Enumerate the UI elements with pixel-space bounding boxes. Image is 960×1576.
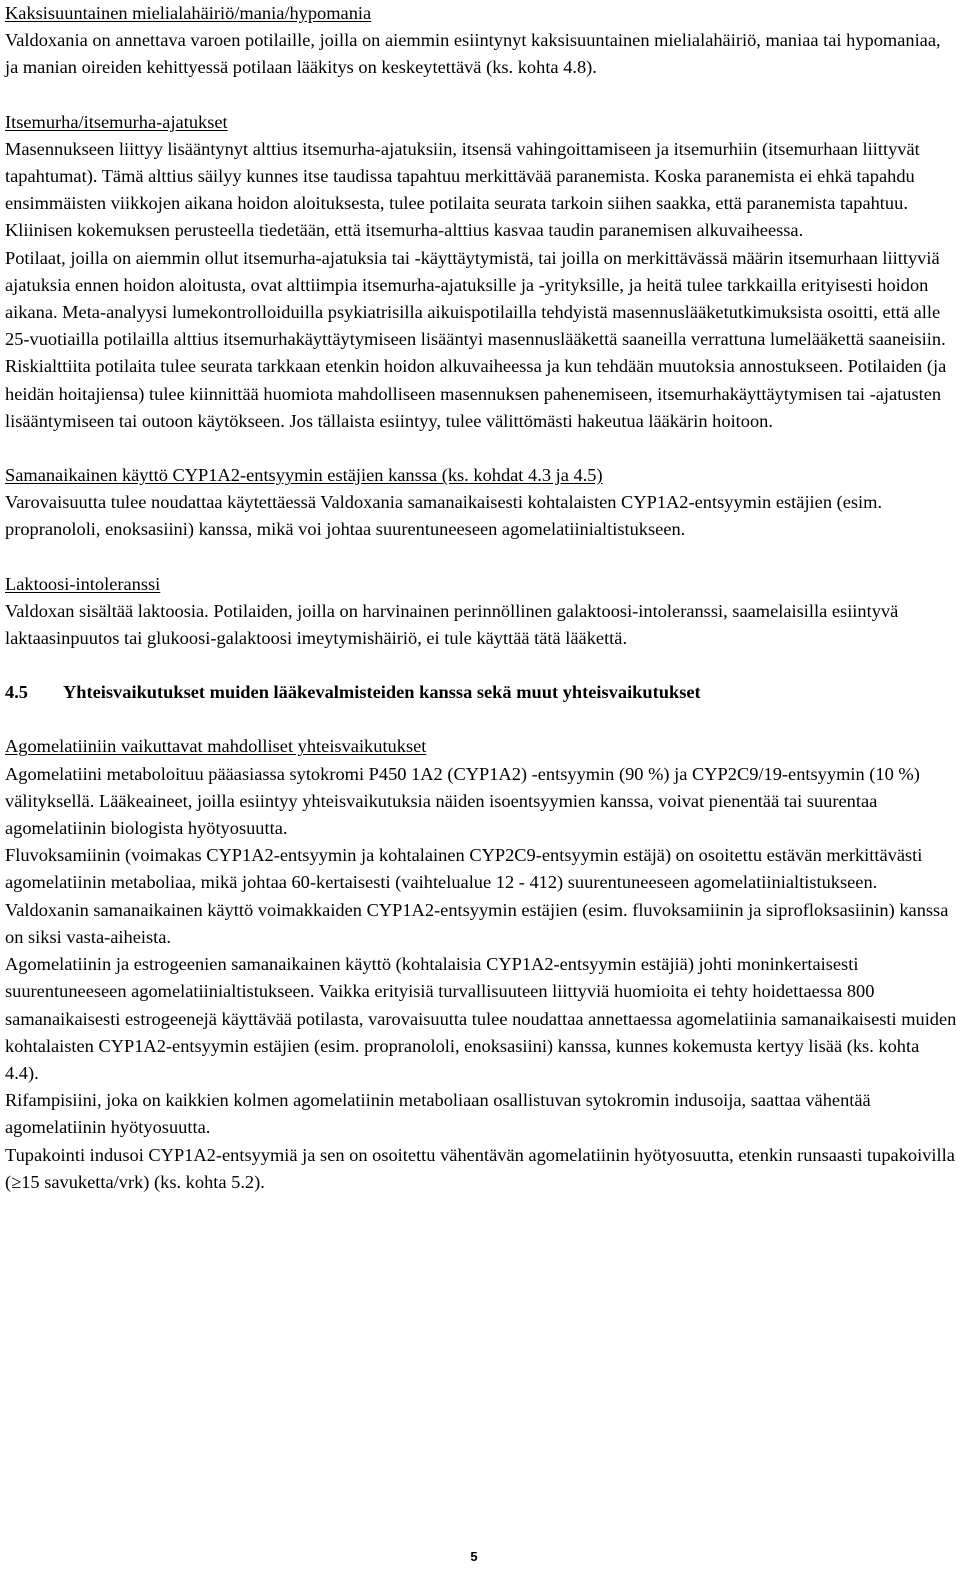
page-number: 5 (470, 1549, 478, 1564)
document-page (5, 0, 957, 1196)
suicide-paragraph-3: Riskialttiita potilaita tulee seurata tarkkaan etenkin hoidon alkuvaiheessa ja kun tehdään muutoksia annostukseen. Potilaiden (ja heidän hoitajiensa) tulee kiinnittää huomiota mahdolliseen masennuksen pahenemiseen, itsemurhakäyttäytymisen tai -ajatusten lisääntymiseen tai outoon käytökseen. Jos tällaista esiintyy, tulee välittömästi hakeutua lääkärin hoitoon. (5, 356, 947, 431)
section-number: 4.5 (5, 682, 28, 703)
spacer (5, 544, 957, 571)
spacer (5, 82, 957, 109)
section-title (5, 679, 957, 706)
lactose-heading: Laktoosi-intoleranssi (5, 573, 161, 594)
bipolar-heading: Kaksisuuntainen mielialahäiriö/mania/hypomania (5, 3, 372, 23)
suicide-paragraph-2: Potilaat, joilla on aiemmin ollut itsemurha-ajatuksia tai -käyttäytymistä, tai joilla on merkittävässä määrin itsemurhaan liittyviä ajatuksia ennen hoidon aloitusta, ovat alttiimpia itsemurha-ajatuksille ja -yrityksille, ja heitä tulee tarkkailla erityisesti hoidon aikana. Meta-analyysi lumekontrolloiduilla psykiatrisilla aikuispotilailla tehdyistä masennuslääketutkimuksista osoitti, että alle 25-vuotiailla potilailla alttius itsemurhakäyttäytymiseen lisääntyi masennuslääkettä saaneilla verrattuna lumelääkettä saaneisiin. (5, 247, 946, 350)
bipolar-paragraph: Valdoxania on annettava varoen potilaille, joilla on aiemmin esiintynyt kaksisuuntainen mielialahäiriö, maniaa tai hypomaniaa, ja manian oireiden kehittyessä potilaan lääkitys on keskeytettävä (ks. kohta 4.8). (5, 30, 941, 78)
suicide-paragraph-1: Masennukseen liittyy lisääntynyt alttius itsemurha-ajatuksiin, itsensä vahingoittamiseen ja itsemurhiin (itsemurhaan liittyvät tapahtumat). Tämä alttius säilyy kunnes itse taudissa tapahtuu merkittävää paranemista. Koska paranemista ei ehkä tapahdu ensimmäisten viikkojen aikana hoidon aloituksesta, tulee potilaita seurata tarkoin siihen saakka, että paranemista tapahtuu. Kliinisen kokemuksen perusteella tiedetään, että itsemurha-alttius kasvaa taudin paranemisen alkuvaiheessa. (5, 138, 920, 241)
suicide-heading: Itsemurha/itsemurha-ajatukset (5, 111, 228, 132)
section-title-text: Yhteisvaikutukset muiden lääkevalmisteiden kanssa sekä muut yhteisvaikutukset (63, 682, 701, 703)
interactions-paragraph-6: Tupakointi indusoi CYP1A2-entsyymiä ja sen on osoitettu vähentävän agomelatiinin hyötyosuutta, etenkin runsaasti tupakoivilla (≥15 savuketta/vrk) (ks. kohta 5.2). (5, 1144, 955, 1192)
interactions-paragraph-2: Fluvoksamiinin (voimakas CYP1A2-entsyymin ja kohtalainen CYP2C9-entsyymin estäjä) on osoitettu estävän merkittävästi agomelatiinin metaboliaa, mikä johtaa 60-kertaisesti (vaihtelualue 12 - 412) suurentuneeseen agomelatiinialtistukseen. (5, 845, 923, 893)
spacer (5, 435, 957, 462)
cyp-heading: Samanaikainen käyttö CYP1A2-entsyymin estäjien kanssa (ks. kohdat 4.3 ja 4.5) (5, 465, 603, 486)
lactose-paragraph: Valdoxan sisältää laktoosia. Potilaiden, joilla on harvinainen perinnöllinen galaktoosi-intoleranssi, saamelaisilla esiintyvä laktaasinpuutos tai glukoosi-galaktoosi imeytymishäiriö, ei tule käyttää tätä lääkettä. (5, 600, 899, 649)
cyp-paragraph: Varovaisuutta tulee noudattaa käytettäessä Valdoxania samanaikaisesti kohtalaisten CYP1A2-entsyymin estäjien (esim. propranololi, enoksasiini) kanssa, mikä voi johtaa suurentuneeseen agomelatiinialtistukseen. (5, 492, 883, 540)
interactions-heading: Agomelatiiniin vaikuttavat mahdolliset yhteisvaikutukset (5, 736, 427, 757)
interactions-paragraph-3: Valdoxanin samanaikainen käyttö voimakkaiden CYP1A2-entsyymin estäjien (esim. fluvoksamiinin ja siprofloksasiinin) kanssa on siksi vasta-aiheista. (5, 899, 949, 947)
interactions-paragraph-1: Agomelatiini metaboloituu pääasiassa sytokromi P450 1A2 (CYP1A2) -entsyymin (90 %) ja CYP2C9/19-entsyymin (10 %) välityksellä. Lääkeaineet, joilla esiintyy yhteisvaikutuksia näiden isoentsyymien kanssa, voivat pienentää tai suurentaa agomelatiinin biologista hyötyosuutta. (5, 763, 920, 839)
spacer (5, 706, 957, 733)
interactions-paragraph-5: Rifampisiini, joka on kaikkien kolmen agomelatiinin metaboliaan osallistuvan sytokromin indusoija, saattaa vähentää agomelatiinin hyötyosuutta. (5, 1090, 871, 1138)
interactions-paragraph-4: Agomelatiinin ja estrogeenien samanaikainen käyttö (kohtalaisia CYP1A2-entsyymin estäjiä) johti moninkertaisesti suurentuneeseen agomelatiinialtistukseen. Vaikka erityisiä turvallisuuteen liittyviä huomioita ei tehty hoidettaessa 800 samanaikaisesti estrogeenejä käyttävää potilasta, varovaisuutta tulee noudattaa annettaessa agomelatiinia samanaikaisesti muiden kohtalaisten CYP1A2-entsyymin estäjien (esim. propranololi, enoksasiini) kanssa, kunnes kokemusta kertyy lisää (ks. kohta 4.4). (5, 954, 957, 1083)
spacer (5, 652, 957, 679)
